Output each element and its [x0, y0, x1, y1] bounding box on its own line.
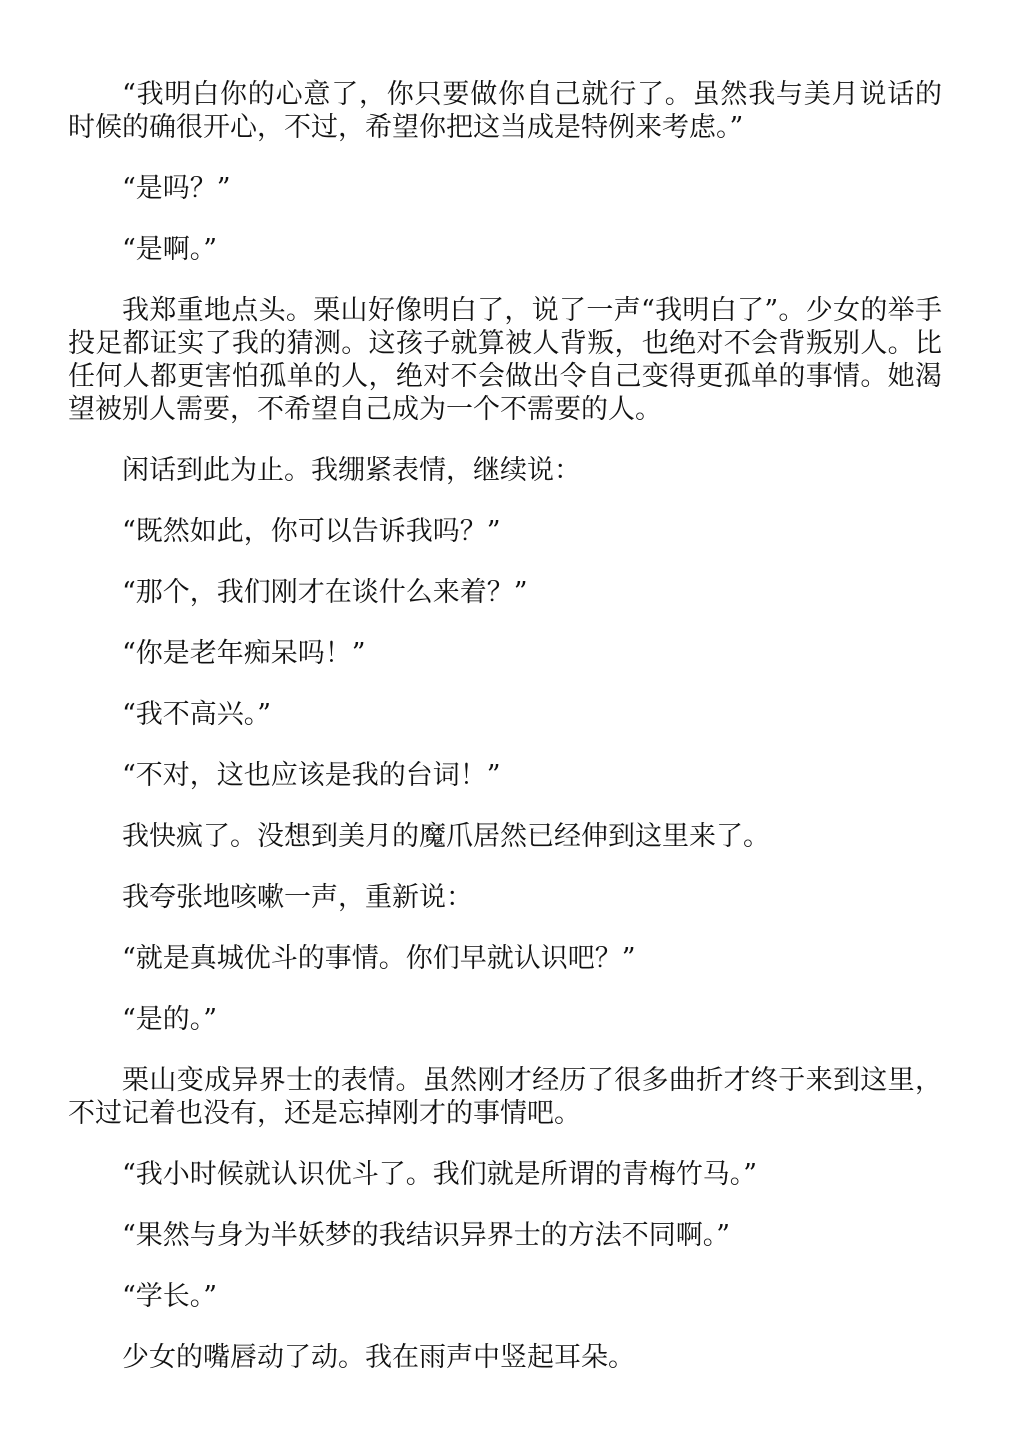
paragraph: 我郑重地点头。栗山好像明白了，说了一声“我明白了”。少女的举手投足都证实了我的猜测。这孩子就算被人背叛，也绝对不会背叛别人。比任何人都更害怕孤单的人，绝对不会做出令自己变得更孤单的事情。她渴望被别人需要，不希望自己成为一个不需要的人。 [68, 295, 942, 425]
paragraph: 我夸张地咳嗽一声，重新说： [122, 882, 473, 913]
paragraph: “果然与身为半妖梦的我结识异界士的方法不同啊。” [122, 1220, 731, 1251]
paragraph: “学长。” [122, 1281, 218, 1312]
paragraph: 少女的嘴唇动了动。我在雨声中竖起耳朵。 [122, 1342, 635, 1373]
paragraph: “你是老年痴呆吗！” [122, 638, 366, 669]
paragraph: 我快疯了。没想到美月的魔爪居然已经伸到这里来了。 [122, 821, 770, 852]
paragraph: “是吗？” [122, 173, 231, 204]
paragraph: 栗山变成异界士的表情。虽然刚才经历了很多曲折才终于来到这里，不过记着也没有，还是忘掉刚才的事情吧。 [68, 1065, 942, 1129]
paragraph: “既然如此，你可以告诉我吗？” [122, 516, 501, 547]
paragraph: “是啊。” [122, 234, 218, 265]
paragraph: “是的。” [122, 1004, 218, 1035]
paragraph: “我不高兴。” [122, 699, 272, 730]
paragraph: 闲话到此为止。我绷紧表情，继续说： [122, 455, 581, 486]
paragraph: “不对，这也应该是我的台词！” [122, 760, 501, 791]
paragraph: “就是真城优斗的事情。你们早就认识吧？” [122, 943, 636, 974]
paragraph: “我小时候就认识优斗了。我们就是所谓的青梅竹马。” [122, 1159, 758, 1190]
paragraph: “那个，我们刚才在谈什么来着？” [122, 577, 528, 608]
text-column [68, 78, 942, 1402]
paragraph: “我明白你的心意了，你只要做你自己就行了。虽然我与美月说话的时候的确很开心，不过，希望你把这当成是特例来考虑。” [68, 79, 942, 143]
